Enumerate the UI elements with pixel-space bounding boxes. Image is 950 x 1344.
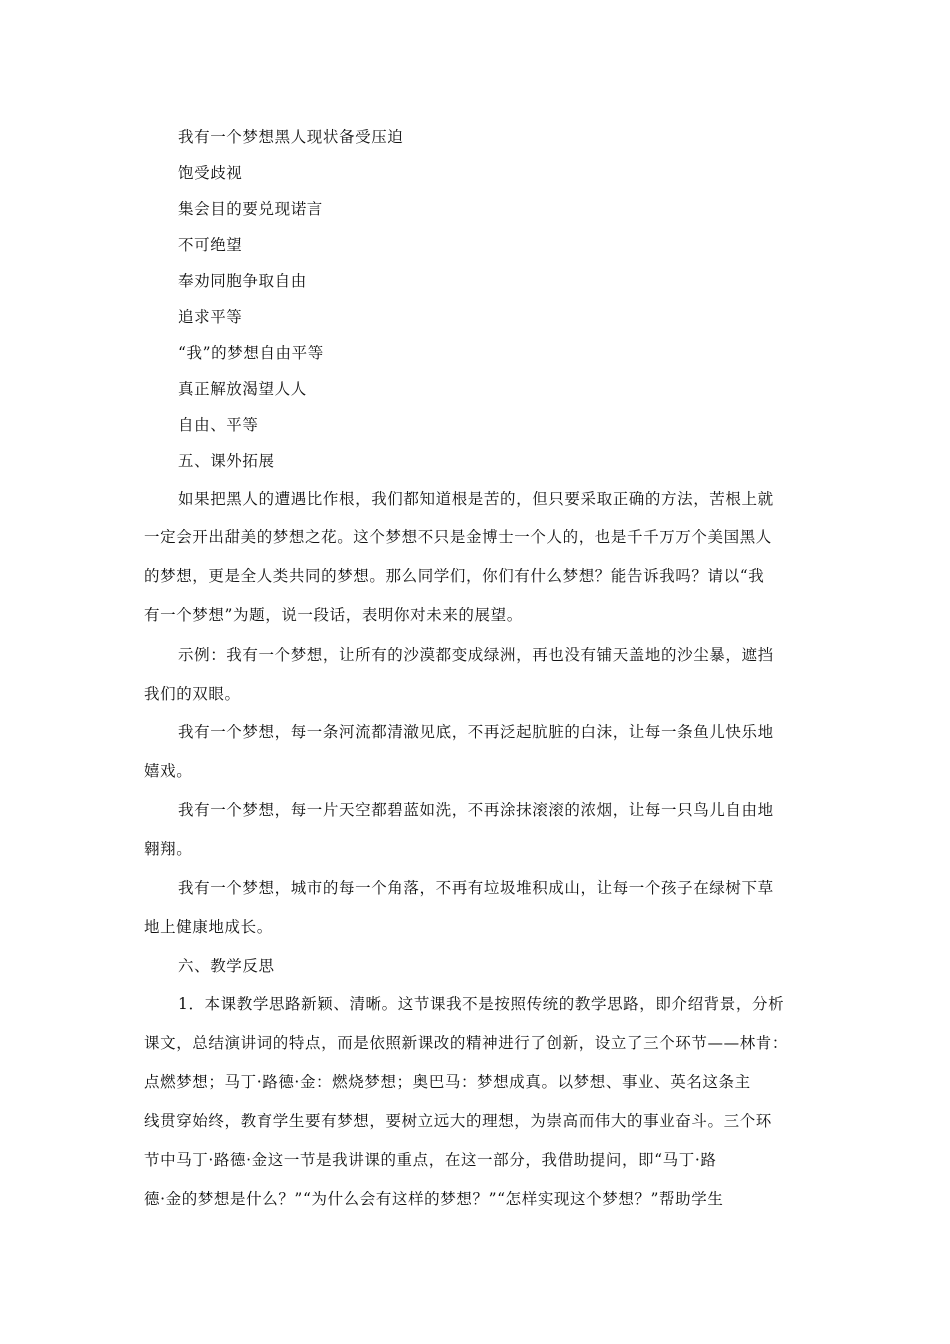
paragraph-line: 示例：我有一个梦想，让所有的沙漠都变成绿洲，再也没有铺天盖地的沙尘暴，遮挡 (178, 646, 774, 664)
outline-line: 追求平等 (178, 308, 243, 326)
paragraph-line: 课文，总结演讲词的特点，而是依照新课改的精神进行了创新，设立了三个环节——林肯： (144, 1034, 789, 1052)
paragraph-line: 我有一个梦想，城市的每一个角落，不再有垃圾堆积成山，让每一个孩子在绿树下草 (178, 879, 774, 897)
outline-line: 奉劝同胞争取自由 (178, 272, 307, 290)
paragraph-line: 点燃梦想；马丁·路德·金：燃烧梦想；奥巴马：梦想成真。以梦想、事业、英名这条主 (144, 1073, 751, 1091)
outline-line: 自由、平等 (178, 416, 259, 434)
paragraph-line: 我有一个梦想，每一片天空都碧蓝如洗，不再涂抹滚滚的浓烟，让每一只鸟儿自由地 (178, 801, 774, 819)
paragraph-line: 线贯穿始终，教育学生要有梦想，要树立远大的理想，为崇高而伟大的事业奋斗。三个环 (144, 1112, 772, 1130)
paragraph-line: 翱翔。 (144, 840, 193, 858)
outline-line: “我”的梦想自由平等 (178, 344, 324, 362)
outline-line: 不可绝望 (178, 236, 243, 254)
section-heading: 六、教学反思 (178, 957, 275, 975)
paragraph-line: 一定会开出甜美的梦想之花。这个梦想不只是金博士一个人的，也是千千万万个美国黑人 (144, 528, 772, 546)
outline-line: 饱受歧视 (178, 164, 243, 182)
paragraph-line: 我们的双眼。 (144, 685, 241, 703)
section-heading: 五、课外拓展 (178, 452, 275, 470)
paragraph-line: 1．本课教学思路新颖、清晰。这节课我不是按照传统的教学思路，即介绍背景，分析 (178, 995, 785, 1013)
paragraph-line: 嬉戏。 (144, 762, 193, 780)
outline-line: 真正解放渴望人人 (178, 380, 307, 398)
paragraph-line: 有一个梦想”为题，说一段话，表明你对未来的展望。 (144, 606, 523, 624)
outline-line: 集会目的要兑现诺言 (178, 200, 323, 218)
paragraph-line: 如果把黑人的遭遇比作根，我们都知道根是苦的，但只要采取正确的方法，苦根上就 (178, 490, 774, 508)
outline-line: 我有一个梦想黑人现状备受压迫 (178, 128, 404, 146)
paragraph-line: 的梦想，更是全人类共同的梦想。那么同学们，你们有什么梦想？能告诉我吗？请以“我 (144, 567, 765, 585)
paragraph-line: 地上健康地成长。 (144, 918, 273, 936)
paragraph-line: 节中马丁·路德·金这一节是我讲课的重点，在这一部分，我借助提问，即“马丁·路 (144, 1151, 717, 1169)
paragraph-line: 德·金的梦想是什么？”“为什么会有这样的梦想？”“怎样实现这个梦想？”帮助学生 (144, 1190, 724, 1208)
paragraph-line: 我有一个梦想，每一条河流都清澈见底，不再泛起肮脏的白沫，让每一条鱼儿快乐地 (178, 723, 774, 741)
